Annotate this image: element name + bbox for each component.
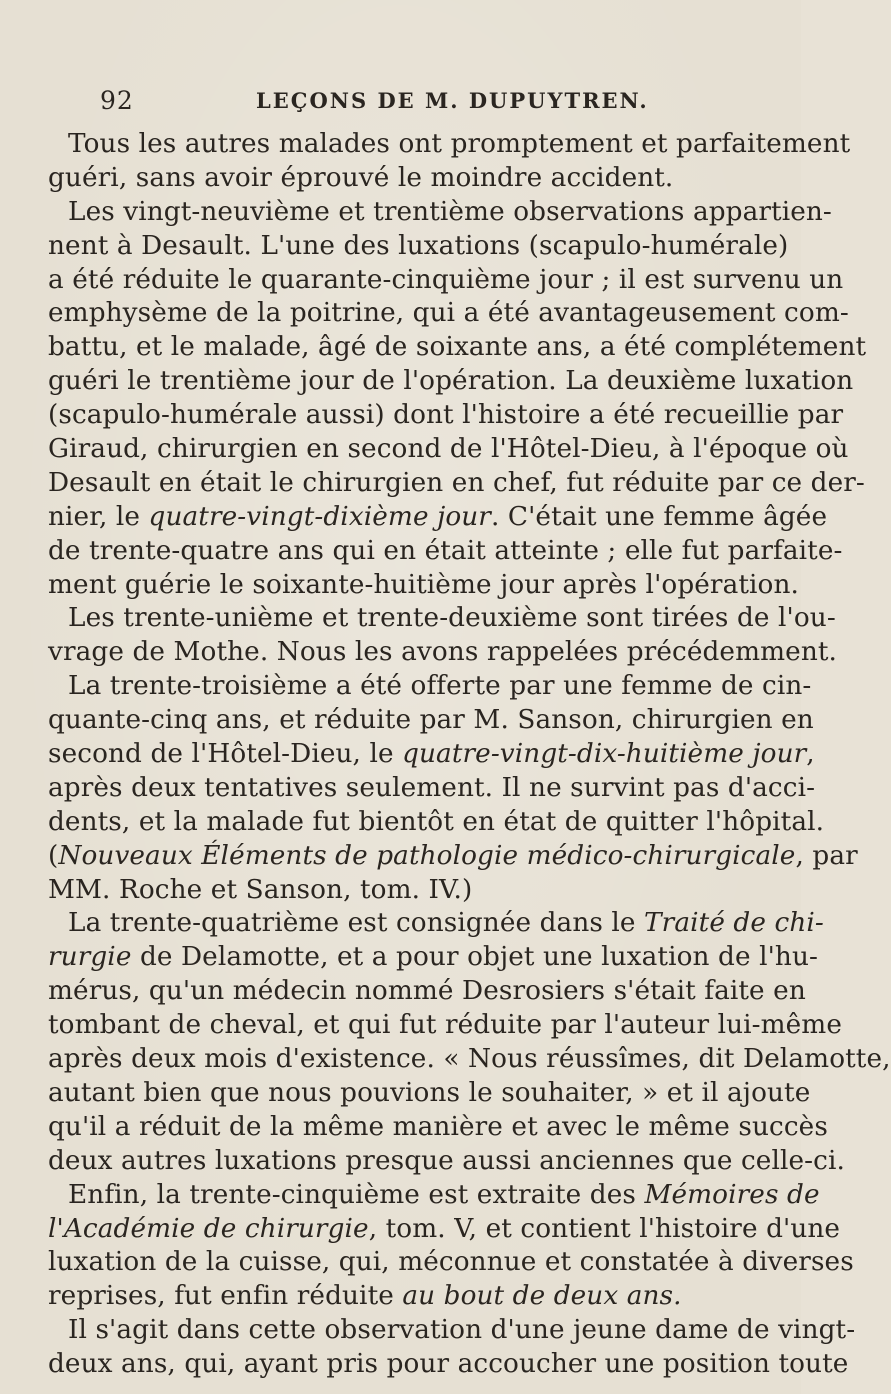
text-line <box>48 535 843 569</box>
text-segment: emphysème de la poitrine, qui a été avantageusement com- <box>48 298 849 329</box>
text-segment: La trente-quatrième est consignée dans le <box>68 908 645 939</box>
text-line <box>48 975 806 1009</box>
text-segment: guéri, sans avoir éprouvé le moindre accident. <box>48 162 674 193</box>
italic-text: Traité de chi- <box>644 908 824 939</box>
text-line <box>48 907 824 941</box>
text-segment: mérus, qu'un médecin nommé Desrosiers s'était faite en <box>48 976 806 1007</box>
text-line <box>48 1145 845 1179</box>
text-segment: Enfin, la trente-cinquième est extraite des <box>68 1179 645 1210</box>
text-segment: ment guérie le soixante-huitième jour après l'opération. <box>48 569 799 600</box>
text-line <box>48 1077 811 1111</box>
text-line <box>48 264 844 298</box>
text-line <box>48 501 828 535</box>
text-segment: guéri le trentième jour de l'opération. La deuxième luxation <box>48 366 854 397</box>
text-line <box>48 874 770 908</box>
text-segment: de Delamotte, et a pour objet une luxation de l'hu- <box>131 942 818 973</box>
running-head <box>100 86 771 120</box>
text-segment: luxation de la cuisse, qui, méconnue et constatée à diverses <box>48 1247 854 1278</box>
text-segment: Les trente-unième et trente-deuxième sont tirées de l'ou- <box>68 603 836 634</box>
text-line <box>48 941 818 975</box>
italic-text: au bout de deux ans. <box>402 1281 682 1312</box>
text-segment: . C'était une femme âgée <box>490 501 828 532</box>
text-line <box>48 602 836 636</box>
text-segment: après deux mois d'existence. « Nous réussîmes, dit Delamotte, <box>48 1044 891 1075</box>
text-line <box>48 670 812 704</box>
text-segment: , <box>806 739 815 770</box>
italic-text: quatre-vingt-dixième jour <box>148 501 491 532</box>
text-line <box>48 1213 841 1247</box>
text-line <box>48 1179 820 1213</box>
text-segment: Giraud, chirurgien en second de l'Hôtel-Dieu, à l'époque où <box>48 434 849 465</box>
text-segment: nent à Desault. L'une des luxations (scapulo-humérale) <box>48 230 789 261</box>
text-line <box>48 772 816 806</box>
text-line <box>48 467 865 501</box>
text-line <box>48 365 854 399</box>
text-segment: (scapulo-humérale aussi) dont l'histoire a été recueillie par <box>48 400 844 431</box>
text-segment: Les vingt-neuvième et trentième observations appartien- <box>68 196 832 227</box>
italic-text: rurgie <box>48 942 132 973</box>
text-segment: ( <box>48 840 59 871</box>
text-segment: tombant de cheval, et qui fut réduite par l'auteur lui-même <box>48 1010 843 1041</box>
text-segment: reprises, fut enfin réduite <box>48 1281 403 1312</box>
text-line <box>48 806 825 840</box>
text-line <box>48 1348 849 1382</box>
text-line <box>48 1043 891 1077</box>
text-segment: , tom. V, et contient l'histoire d'une <box>368 1213 841 1244</box>
text-segment: nier, le <box>48 501 149 532</box>
page-number: 92 <box>100 86 134 115</box>
text-line <box>48 636 837 670</box>
text-segment: battu, et le malade, âgé de soixante ans, a été complétement <box>48 332 867 363</box>
text-segment: Desault en était le chirurgien en chef, fut réduite par ce der- <box>48 467 865 498</box>
text-line <box>48 738 815 772</box>
text-line <box>48 297 849 331</box>
text-segment: autant bien que nous pouvions le souhaiter, » et il ajoute <box>48 1077 811 1108</box>
text-line <box>48 1009 843 1043</box>
text-segment: second de l'Hôtel-Dieu, le <box>48 739 403 770</box>
text-segment: Tous les autres malades ont promptement et parfaitement <box>68 129 851 159</box>
italic-text: Nouveaux Éléments de pathologie médico-chirurgicale <box>58 840 796 871</box>
text-line <box>48 1314 856 1348</box>
text-line <box>48 1280 770 1314</box>
text-segment: deux ans, qui, ayant pris pour accoucher une position toute <box>48 1349 849 1380</box>
text-segment: après deux tentatives seulement. Il ne survint pas d'acci- <box>48 772 816 803</box>
text-segment: , par <box>795 840 858 871</box>
text-line <box>48 128 851 162</box>
text-line <box>48 704 814 738</box>
text-line <box>48 230 789 264</box>
text-segment: de trente-quatre ans qui en était atteinte ; elle fut parfaite- <box>48 535 843 566</box>
body-text <box>48 128 891 1382</box>
italic-text: l'Académie de chirurgie <box>48 1213 369 1244</box>
text-line <box>48 1246 854 1280</box>
text-line <box>48 196 832 230</box>
text-segment: MM. Roche et Sanson, tom. IV.) <box>48 874 473 905</box>
text-line <box>48 569 799 603</box>
text-segment: deux autres luxations presque aussi anciennes que celle-ci. <box>48 1145 845 1176</box>
text-segment: a été réduite le quarante-cinquième jour ; il est survenu un <box>48 264 844 295</box>
text-segment: quante-cinq ans, et réduite par M. Sanson, chirurgien en <box>48 705 814 736</box>
text-line <box>48 331 867 365</box>
text-line <box>48 840 858 874</box>
text-segment: Il s'agit dans cette observation d'une jeune dame de vingt- <box>68 1315 856 1346</box>
text-segment: qu'il a réduit de la même manière et avec le même succès <box>48 1111 828 1142</box>
running-title: LEÇONS DE M. DUPUYTREN. <box>256 88 649 113</box>
text-segment: dents, et la malade fut bientôt en état de quitter l'hôpital. <box>48 806 825 837</box>
italic-text: Mémoires de <box>644 1179 820 1210</box>
text-line <box>48 399 844 433</box>
text-segment: La trente-troisième a été offerte par une femme de cin- <box>68 671 812 702</box>
text-line <box>48 162 770 196</box>
text-line <box>48 1111 828 1145</box>
italic-text: quatre-vingt-dix-huitième jour <box>402 739 807 770</box>
text-line <box>48 433 849 467</box>
text-segment: vrage de Mothe. Nous les avons rappelées précédemment. <box>48 637 837 668</box>
